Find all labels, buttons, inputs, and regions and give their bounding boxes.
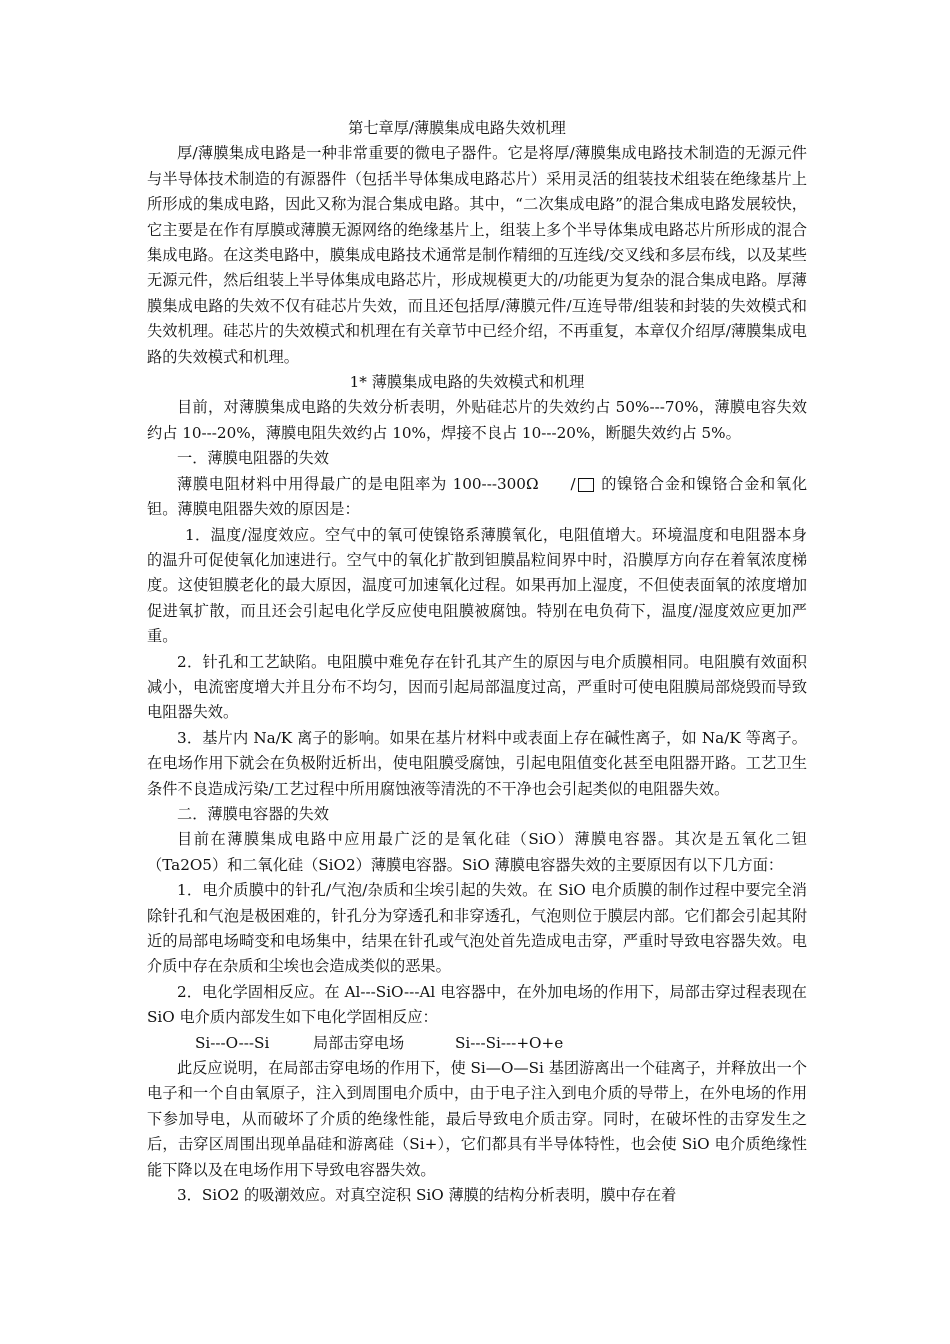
- formula-left: Si---O---Si: [195, 1033, 270, 1052]
- capacitor-intro-paragraph: 目前在薄膜集成电路中应用最广泛的是氧化硅（SiO）薄膜电容器。其次是五氧化二钽（Ta2O5）和二氧化硅（SiO2）薄膜电容器。SiO 薄膜电容器失效的主要原因有以下几方面：: [147, 830, 807, 874]
- resistor-intro-after: 的镍铬合金和镍铬合金和氧化钽。薄膜电阻器失效的原因是：: [147, 474, 808, 519]
- square-symbol-icon: [578, 478, 594, 492]
- capacitor-heading: 二．薄膜电容器的失效: [177, 804, 329, 823]
- slash-text: /: [570, 474, 576, 493]
- formula-right: Si---Si---+O+e: [455, 1033, 564, 1052]
- formula-middle: 局部击穿电场: [313, 1033, 405, 1052]
- intro-paragraph: 厚/薄膜集成电路是一种非常重要的微电子器件。它是将厚/薄膜集成电路技术制造的无源元件与半导体技术制造的有源器件（包括半导体集成电路芯片）采用灵活的组装技术组装在绝缘基片上所形成的集成电路，因此又称为混合集成电路。其中，“二次集成电路”的混合集成电路发展较快，它主要是在作有厚膜或薄膜无源网络的绝缘基片上，组装上多个半导体集成电路芯片所形成的混合集成电路。在这类电路中，膜集成电路技术通常是制作精细的互连线/交叉线和多层布线，以及某些无源元件，然后组装上半导体集成电路芯片，形成规模更大的/功能更为复杂的混合集成电路。厚薄膜集成电路的失效不仅有硅芯片失效，而且还包括厚/薄膜元件/互连导带/组装和封装的失效模式和失效机理。硅芯片的失效模式和机理在有关章节中已经介绍，不再重复，本章仅介绍厚/薄膜集成电路的失效模式和机理。: [147, 144, 807, 366]
- resistor-intro-before: 薄膜电阻材料中用得最广的是电阻率为 100---300Ω: [177, 474, 539, 493]
- resistor-item-3: 3．基片内 Na/K 离子的影响。如果在基片材料中或表面上存在碱性离子，如 Na/K 等离子。在电场作用下就会在负极附近析出，使电阻膜受腐蚀，引起电阻值变化甚至电阻器开路。工艺卫生条件不良造成污染/工艺过程中所用腐蚀液等清洗的不干净也会引起类似的电阻器失效。: [147, 728, 807, 798]
- capacitor-item-2-explanation: 此反应说明，在局部击穿电场的作用下，使 Si—O—Si 基团游离出一个硅离子，并释放出一个电子和一个自由氧原子，注入到周围电介质中，由于电子注入到电介质的导带上，在外电场的作用下参加导电，从而破坏了介质的绝缘性能，最后导致电介质击穿。同时，在破坏性的击穿发生之后，击穿区周围出现单晶硅和游离硅（Si+），它们都具有半导体特性，也会使 SiO 电介质绝缘性能下降以及在电场作用下导致电容器失效。: [147, 1059, 807, 1179]
- reaction-formula: [147, 1031, 807, 1056]
- section-title: 1* 薄膜集成电路的失效模式和机理: [349, 373, 585, 392]
- document-page: [147, 116, 807, 1208]
- resistor-heading: 一．薄膜电阻器的失效: [177, 449, 329, 468]
- resistor-item-1: 1．温度/湿度效应。空气中的氧可使镍铬系薄膜氧化，电阻值增大。环境温度和电阻器本身的温升可促使氧化加速进行。空气中的氧化扩散到钽膜晶粒间界中时，沿膜厚方向存在着氧浓度梯度。这使钽膜老化的最大原因，温度可加速氧化过程。如果再加上湿度，不但使表面氧的浓度增加促进氧扩散，而且还会引起电化学反应使电阻膜被腐蚀。特别在电负荷下，温度/湿度效应更加严重。: [147, 525, 807, 646]
- resistor-item-2: 2．针孔和工艺缺陷。电阻膜中难免存在针孔其产生的原因与电介质膜相同。电阻膜有效面积减小，电流密度增大并且分布不均匀，因而引起局部温度过高，严重时可使电阻膜局部烧毁而导致电阻器失效。: [147, 652, 807, 722]
- section-intro-paragraph: 目前，对薄膜集成电路的失效分析表明，外贴硅芯片的失效约占 50%---70%，薄膜电容失效约占 10---20%，薄膜电阻失效约占 10%，焊接不良占 10---20%，断腿失效约占 5%。: [147, 398, 807, 442]
- capacitor-item-3: 3．SiO2 的吸潮效应。对真空淀积 SiO 薄膜的结构分析表明，膜中存在着: [177, 1186, 677, 1205]
- resistor-intro-paragraph: [147, 472, 807, 523]
- capacitor-item-1: 1．电介质膜中的针孔/气泡/杂质和尘埃引起的失效。在 SiO 电介质膜的制作过程中要完全消除针孔和气泡是极困难的，针孔分为穿透孔和非穿透孔，气泡则位于膜层内部。它们都会引起其附近的局部电场畸变和电场集中，结果在针孔或气泡处首先造成电击穿，严重时导致电容器失效。电介质中存在杂质和尘埃也会造成类似的恶果。: [147, 881, 807, 976]
- chapter-title: 第七章厚/薄膜集成电路失效机理: [348, 119, 566, 137]
- capacitor-item-2: 2．电化学固相反应。在 Al---SiO---Al 电容器中，在外加电场的作用下，局部击穿过程表现在 SiO 电介质内部发生如下电化学固相反应：: [147, 982, 807, 1027]
